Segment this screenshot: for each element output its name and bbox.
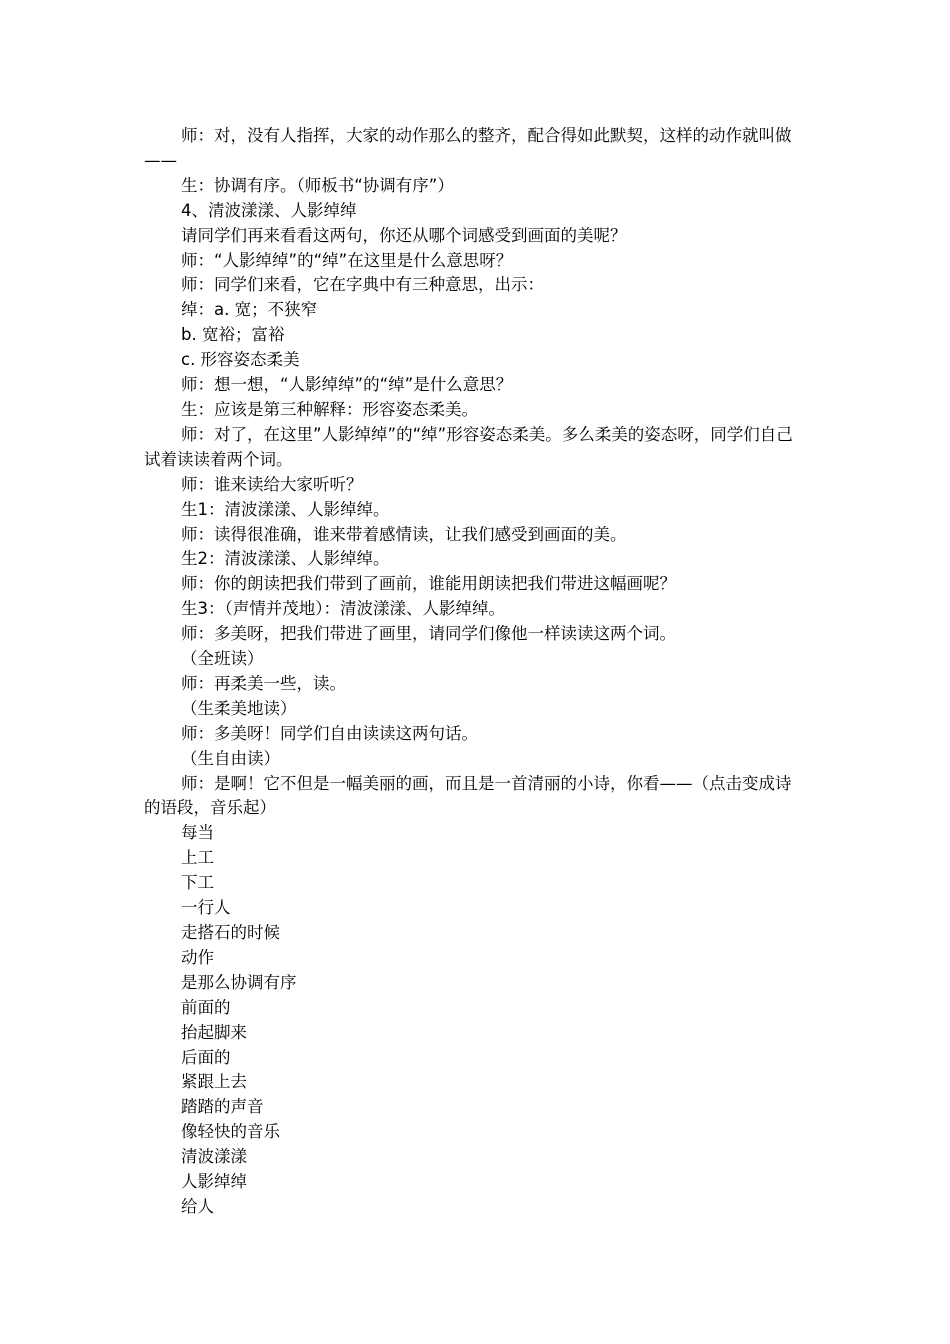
poem-line-8: 前面的 [181,997,231,1017]
paragraph-22: （生柔美地读） [181,698,297,718]
poem-line-16: 给人 [181,1196,214,1216]
poem-line-2: 上工 [181,848,214,868]
paragraph-23: 师：多美呀！同学们自由读读这两句话。 [181,723,478,743]
poem-line-10: 后面的 [181,1047,231,1067]
paragraph-10: 师：想一想，“人影绰绰”的“绰”是什么意思？ [181,375,513,395]
definition-b: b. 宽裕；富裕 [181,325,285,345]
paragraph-20: （全班读） [181,649,264,669]
paragraph-2: 生：协调有序。（师板书“协调有序”） [181,175,454,195]
poem-line-14: 清波漾漾 [181,1147,247,1167]
paragraph-11: 生：应该是第三种解释：形容姿态柔美。 [181,399,478,419]
poem-line-13: 像轻快的音乐 [181,1122,280,1142]
paragraph-17: 师：你的朗读把我们带到了画前，谁能用朗读把我们带进这幅画呢？ [181,574,676,594]
definition-c: c. 形容姿态柔美 [181,350,300,370]
paragraph-24: （生自由读） [181,748,280,768]
paragraph-6: 师：同学们来看，它在字典中有三种意思，出示： [181,275,544,295]
paragraph-21: 师：再柔美一些，读。 [181,673,346,693]
document-body [144,124,806,1220]
poem-line-9: 抬起脚来 [181,1022,247,1042]
poem-line-1: 每当 [181,823,214,843]
paragraph-5: 师：“人影绰绰”的“绰”在这里是什么意思呀？ [181,250,513,270]
section-heading: 4、清波漾漾、人影绰绰 [181,200,357,220]
paragraph-12: 师：对了，在这里”人影绰绰”的“绰”形容姿态柔美。多么柔美的姿态呀，同学们自己试着读读着两个词。 [144,424,793,469]
poem-line-6: 动作 [181,947,214,967]
paragraph-19: 师：多美呀，把我们带进了画里，请同学们像他一样读读这两个词。 [181,624,676,644]
poem-line-3: 下工 [181,873,214,893]
poem-line-12: 踏踏的声音 [181,1097,264,1117]
poem-line-11: 紧跟上去 [181,1072,247,1092]
paragraph-13: 师：谁来读给大家听听？ [181,474,363,494]
definition-a: 绰：a. 宽；不狭窄 [181,300,318,320]
paragraph-15: 师：读得很准确，谁来带着感情读，让我们感受到画面的美。 [181,524,627,544]
paragraph-14: 生1：清波漾漾、人影绰绰。 [181,499,390,519]
paragraph-1: 师：对，没有人指挥，大家的动作那么的整齐，配合得如此默契，这样的动作就叫做—— [144,126,792,170]
poem-line-7: 是那么协调有序 [181,972,297,992]
poem-line-15: 人影绰绰 [181,1172,247,1192]
poem-line-5: 走搭石的时候 [181,923,280,942]
poem-line-4: 一行人 [181,898,231,918]
paragraph-25: 师：是啊！它不但是一幅美丽的画，而且是一首清丽的小诗，你看——（点击变成诗的语段，音乐起） [144,773,792,818]
paragraph-4: 请同学们再来看看这两句，你还从哪个词感受到画面的美呢？ [181,225,627,245]
paragraph-16: 生2：清波漾漾、人影绰绰。 [181,549,390,569]
paragraph-18: 生3：（声情并茂地）：清波漾漾、人影绰绰。 [181,599,505,619]
